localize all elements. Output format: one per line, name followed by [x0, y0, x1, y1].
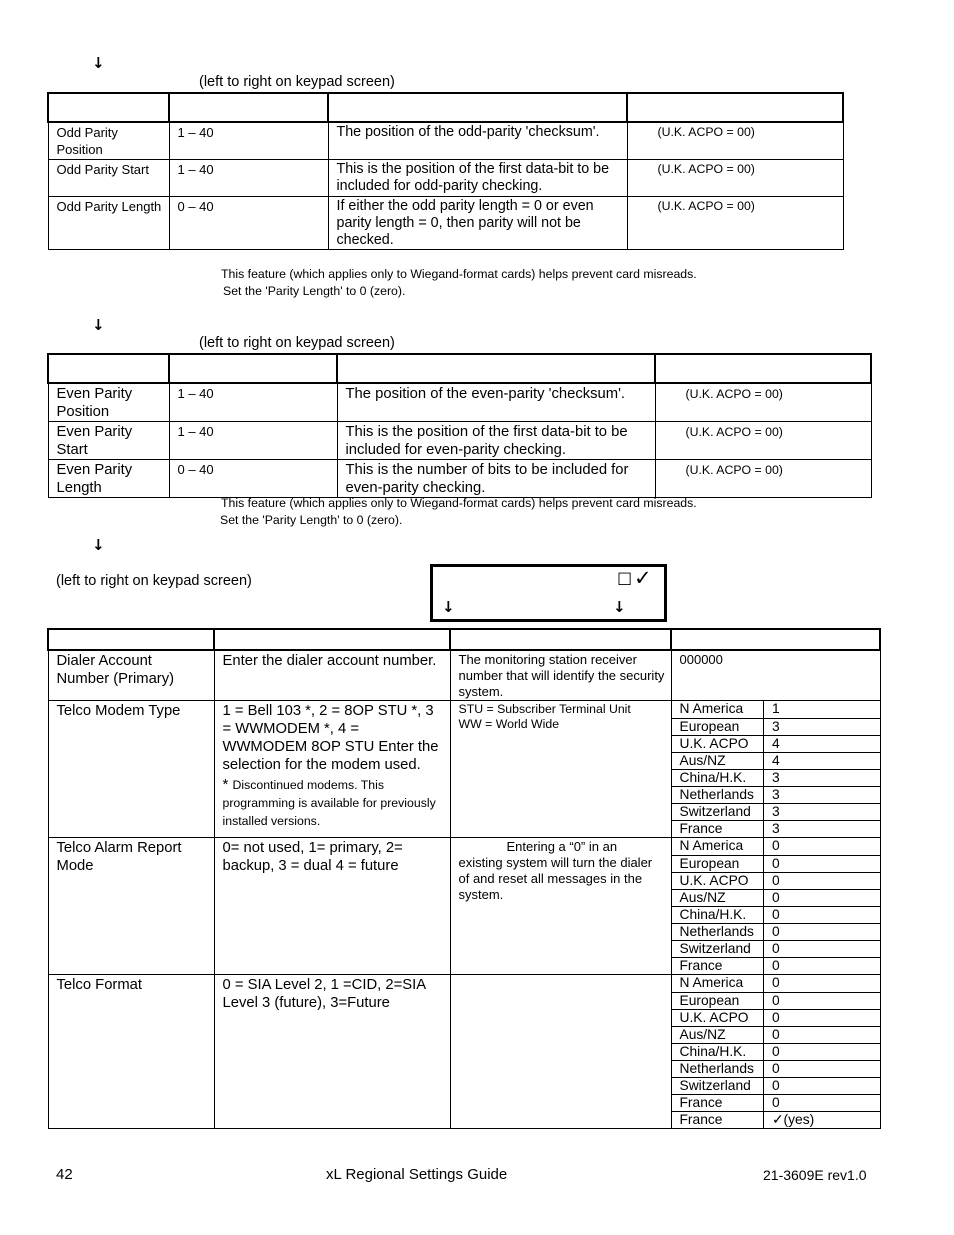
region-row	[672, 1009, 880, 1026]
region-value: 0	[764, 975, 880, 992]
setting-name: Even Parity Start	[48, 422, 169, 460]
setting-range: 1 – 40	[169, 422, 337, 460]
region-row	[672, 701, 880, 718]
region-name: Netherlands	[672, 923, 764, 940]
down-arrow-icon: ↓	[92, 54, 105, 72]
section2-note-parity: Set the 'Parity Length' to 0 (zero).	[220, 513, 403, 527]
region-row	[672, 838, 880, 855]
table-row	[48, 460, 871, 498]
region-value: 3	[764, 803, 880, 820]
setting-default: (U.K. ACPO = 00)	[627, 196, 843, 249]
setting-name: Odd Parity Start	[48, 159, 169, 196]
region-name: China/H.K.	[672, 769, 764, 786]
setting-description: 0= not used, 1= primary, 2= backup, 3 = dual 4 = future	[214, 838, 450, 975]
region-name: European	[672, 855, 764, 872]
region-name: France	[672, 1094, 764, 1111]
section1-note-parity: Set the 'Parity Length' to 0 (zero).	[223, 284, 406, 298]
region-value: 0	[764, 1060, 880, 1077]
region-name: France	[672, 957, 764, 974]
table-row	[48, 159, 843, 196]
setting-description: If either the odd parity length = 0 or even parity length = 0, then parity will not be checked.	[328, 196, 627, 249]
region-row	[672, 1060, 880, 1077]
setting-name: Even Parity Length	[48, 460, 169, 498]
setting-description: 1 = Bell 103 *, 2 = 8OP STU *, 3 = WWMODEM *, 4 = WWMODEM 8OP STU Enter the selection for the modem used.	[222, 703, 439, 773]
table-row	[48, 383, 871, 422]
region-name: France	[672, 820, 764, 837]
table-row	[48, 701, 880, 838]
table-row	[48, 422, 871, 460]
region-value: 4	[764, 735, 880, 752]
region-value: ✓(yes)	[772, 1111, 815, 1127]
setting-notes: STU = Subscriber Terminal Unit	[458, 702, 631, 716]
setting-name: Odd Parity Position	[48, 122, 169, 159]
region-table	[672, 975, 880, 1128]
setting-name: Telco Format	[48, 975, 214, 1129]
region-value: 0	[764, 1077, 880, 1094]
region-row	[672, 1026, 880, 1043]
setting-default: (U.K. ACPO = 00)	[627, 122, 843, 159]
region-name: Switzerland	[672, 803, 764, 820]
setting-range: 1 – 40	[169, 159, 328, 196]
setting-range: 0 – 40	[169, 196, 328, 249]
region-row	[672, 1094, 880, 1111]
setting-footnote: Discontinued modems. This programming is available for previously installed versions.	[222, 778, 436, 828]
region-value: 0	[764, 872, 880, 889]
region-defaults	[671, 838, 880, 975]
region-name: Aus/NZ	[672, 752, 764, 769]
table-row	[48, 650, 880, 701]
region-value: 0	[772, 957, 780, 973]
keypad-lcd-screen	[430, 564, 667, 622]
region-name: U.K. ACPO	[672, 872, 764, 889]
region-row	[672, 855, 880, 872]
region-row	[672, 957, 880, 974]
setting-description: The position of the even-parity 'checksum'.	[337, 383, 655, 422]
setting-default: (U.K. ACPO = 00)	[627, 159, 843, 196]
even-parity-table	[47, 353, 872, 498]
region-row	[672, 735, 880, 752]
checkbox-icon: ☐	[617, 570, 633, 590]
region-defaults	[671, 701, 880, 838]
section1-note: This feature (which applies only to Wiegand-format cards) helps prevent card misreads.	[221, 267, 697, 281]
region-value: 0	[764, 889, 880, 906]
region-row	[672, 923, 880, 940]
region-name: Netherlands	[672, 1060, 764, 1077]
region-row	[672, 718, 880, 735]
region-row	[672, 786, 880, 803]
region-value: 0	[764, 992, 880, 1009]
region-value: 1	[764, 701, 880, 718]
region-name: European	[672, 992, 764, 1009]
setting-description: This is the position of the first data-bit to be included for odd-parity checking.	[328, 159, 627, 196]
region-value: 0	[764, 940, 880, 957]
region-row	[672, 752, 880, 769]
setting-description: 0 = SIA Level 2, 1 =CID, 2=SIA Level 3 (future), 3=Future	[214, 975, 450, 1129]
region-value: 0	[764, 1026, 880, 1043]
region-row	[672, 769, 880, 786]
region-name: Aus/NZ	[672, 889, 764, 906]
region-row	[672, 889, 880, 906]
table-header-row	[48, 93, 843, 122]
region-value: 3	[772, 820, 780, 836]
region-row	[672, 1043, 880, 1060]
down-arrow-icon: ↓	[92, 316, 105, 334]
region-value: 4	[764, 752, 880, 769]
table-row	[48, 196, 843, 249]
setting-notes: Entering a “0” in an existing system will turn the dialer of and reset all messages in the system.	[458, 839, 653, 902]
document-revision: 21-3609E rev1.0	[763, 1167, 867, 1183]
setting-default: 000000	[671, 650, 880, 701]
section3-caption: (left to right on keypad screen)	[56, 573, 252, 589]
region-name: N America	[672, 838, 764, 855]
region-name: China/H.K.	[672, 906, 764, 923]
region-name: Switzerland	[672, 1077, 764, 1094]
setting-name: Odd Parity Length	[48, 196, 169, 249]
region-row	[672, 1111, 880, 1128]
region-value: 0	[764, 1043, 880, 1060]
region-name: U.K. ACPO	[672, 735, 764, 752]
table-row	[48, 838, 880, 975]
table-row	[48, 975, 880, 1129]
setting-notes	[450, 975, 671, 1129]
region-row	[672, 803, 880, 820]
setting-default: (U.K. ACPO = 00)	[655, 460, 871, 498]
setting-description: The position of the odd-parity 'checksum'.	[328, 122, 627, 159]
region-name: U.K. ACPO	[672, 1009, 764, 1026]
region-row	[672, 1077, 880, 1094]
region-name: N America	[672, 975, 764, 992]
section2-note: This feature (which applies only to Wiegand-format cards) helps prevent card misreads.	[221, 496, 697, 510]
setting-notes-cell	[450, 838, 671, 975]
checkmark-icon: ✓	[634, 566, 652, 590]
region-value: 0	[764, 923, 880, 940]
region-value: 0	[764, 855, 880, 872]
setting-range: 1 – 40	[169, 122, 328, 159]
setting-notes: WW = World Wide	[458, 717, 560, 731]
table-row	[48, 122, 843, 159]
setting-name: Telco Alarm Report Mode	[48, 838, 214, 975]
table-header-row	[48, 354, 871, 383]
region-row	[672, 975, 880, 992]
setting-name: Even Parity Position	[48, 383, 169, 422]
region-row	[672, 992, 880, 1009]
region-value: 3	[764, 786, 880, 803]
document-title: xL Regional Settings Guide	[326, 1166, 508, 1183]
region-table	[672, 838, 880, 974]
setting-default: (U.K. ACPO = 00)	[655, 383, 871, 422]
region-name: Switzerland	[672, 940, 764, 957]
region-value: 0	[764, 1094, 880, 1111]
setting-range: 0 – 40	[169, 460, 337, 498]
setting-name: Dialer Account Number (Primary)	[48, 650, 214, 701]
region-table	[672, 701, 880, 837]
region-row	[672, 940, 880, 957]
region-name: Aus/NZ	[672, 1026, 764, 1043]
region-value: 3	[764, 769, 880, 786]
region-value: 0	[764, 1009, 880, 1026]
region-name: European	[672, 718, 764, 735]
setting-name: Telco Modem Type	[48, 701, 214, 838]
setting-description: Enter the dialer account number.	[214, 650, 450, 701]
asterisk: *	[222, 776, 229, 793]
region-row	[672, 820, 880, 837]
setting-description-cell	[214, 701, 450, 838]
page-number: 42	[56, 1166, 73, 1183]
region-value: 0	[764, 838, 880, 855]
setting-description: This is the position of the first data-bit to be included for even-parity checking.	[337, 422, 655, 460]
region-name: N America	[672, 701, 764, 718]
dialer-settings-table	[47, 628, 881, 1129]
section1-caption: (left to right on keypad screen)	[199, 74, 395, 90]
down-arrow-icon: ↓	[442, 598, 455, 616]
region-value: 3	[764, 718, 880, 735]
down-arrow-icon: ↓	[92, 536, 105, 554]
down-arrow-icon: ↓	[613, 598, 626, 616]
setting-default: (U.K. ACPO = 00)	[655, 422, 871, 460]
region-row	[672, 872, 880, 889]
odd-parity-table	[47, 92, 844, 250]
setting-description: This is the number of bits to be included for even-parity checking.	[337, 460, 655, 498]
region-name: Netherlands	[672, 786, 764, 803]
region-name: France	[672, 1111, 764, 1128]
setting-notes-cell	[450, 701, 671, 838]
table-header-row	[48, 629, 880, 650]
section2-caption: (left to right on keypad screen)	[199, 335, 395, 351]
region-row	[672, 906, 880, 923]
setting-range: 1 – 40	[169, 383, 337, 422]
region-value: 0	[764, 906, 880, 923]
setting-notes: The monitoring station receiver number that will identify the security system.	[450, 650, 671, 701]
region-name: China/H.K.	[672, 1043, 764, 1060]
region-defaults	[671, 975, 880, 1129]
